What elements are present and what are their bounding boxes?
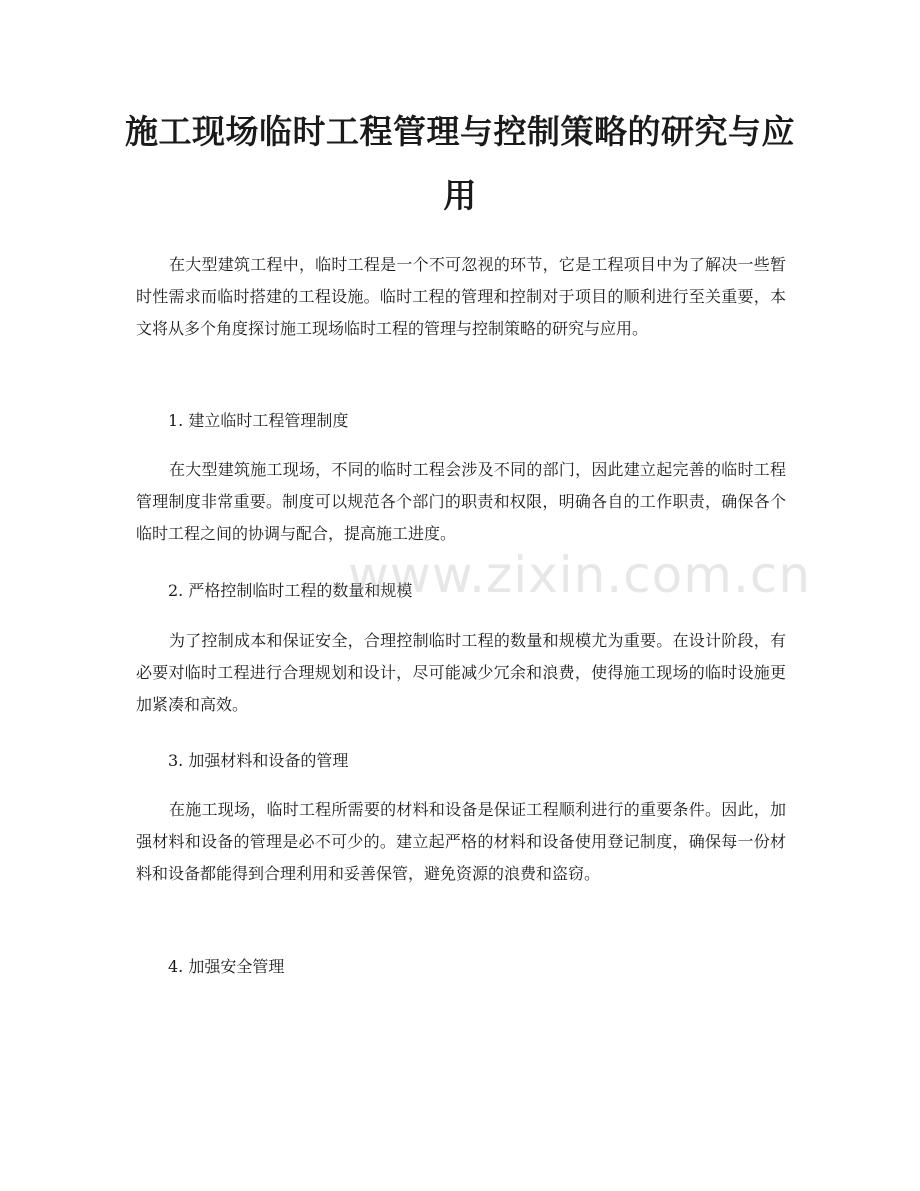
intro-paragraph: 在大型建筑工程中，临时工程是一个不可忽视的环节，它是工程项目中为了解决一些暂时性需求而临时搭建的工程设施。临时工程的管理和控制对于项目的顺利进行至关重要，本文将从多个角度探讨施工现场临时工程的管理与控制策略的研究与应用。 <box>136 255 786 338</box>
section-heading-1: 1. 建立临时工程管理制度 <box>168 411 349 430</box>
section-heading-4: 4. 加强安全管理 <box>168 957 285 976</box>
document-title: 施工现场临时工程管理与控制策略的研究与应用 <box>125 112 795 215</box>
watermark: www.zixin.com.cn <box>348 546 812 604</box>
section-body-2: 为了控制成本和保证安全，合理控制临时工程的数量和规模尤为重要。在设计阶段，有必要对临时工程进行合理规划和设计，尽可能减少冗余和浪费，使得施工现场的临时设施更加紧凑和高效。 <box>136 631 786 714</box>
section-body-1: 在大型建筑施工现场，不同的临时工程会涉及不同的部门，因此建立起完善的临时工程管理制度非常重要。制度可以规范各个部门的职责和权限，明确各自的工作职责，确保各个临时工程之间的协调与配合，提高施工进度。 <box>136 460 786 543</box>
section-heading-3: 3. 加强材料和设备的管理 <box>168 751 349 770</box>
section-body-3: 在施工现场，临时工程所需要的材料和设备是保证工程顺利进行的重要条件。因此，加强材料和设备的管理是必不可少的。建立起严格的材料和设备使用登记制度，确保每一份材料和设备都能得到合理利用和妥善保管，避免资源的浪费和盗窃。 <box>136 800 786 883</box>
section-heading-2: 2. 严格控制临时工程的数量和规模 <box>168 581 413 600</box>
